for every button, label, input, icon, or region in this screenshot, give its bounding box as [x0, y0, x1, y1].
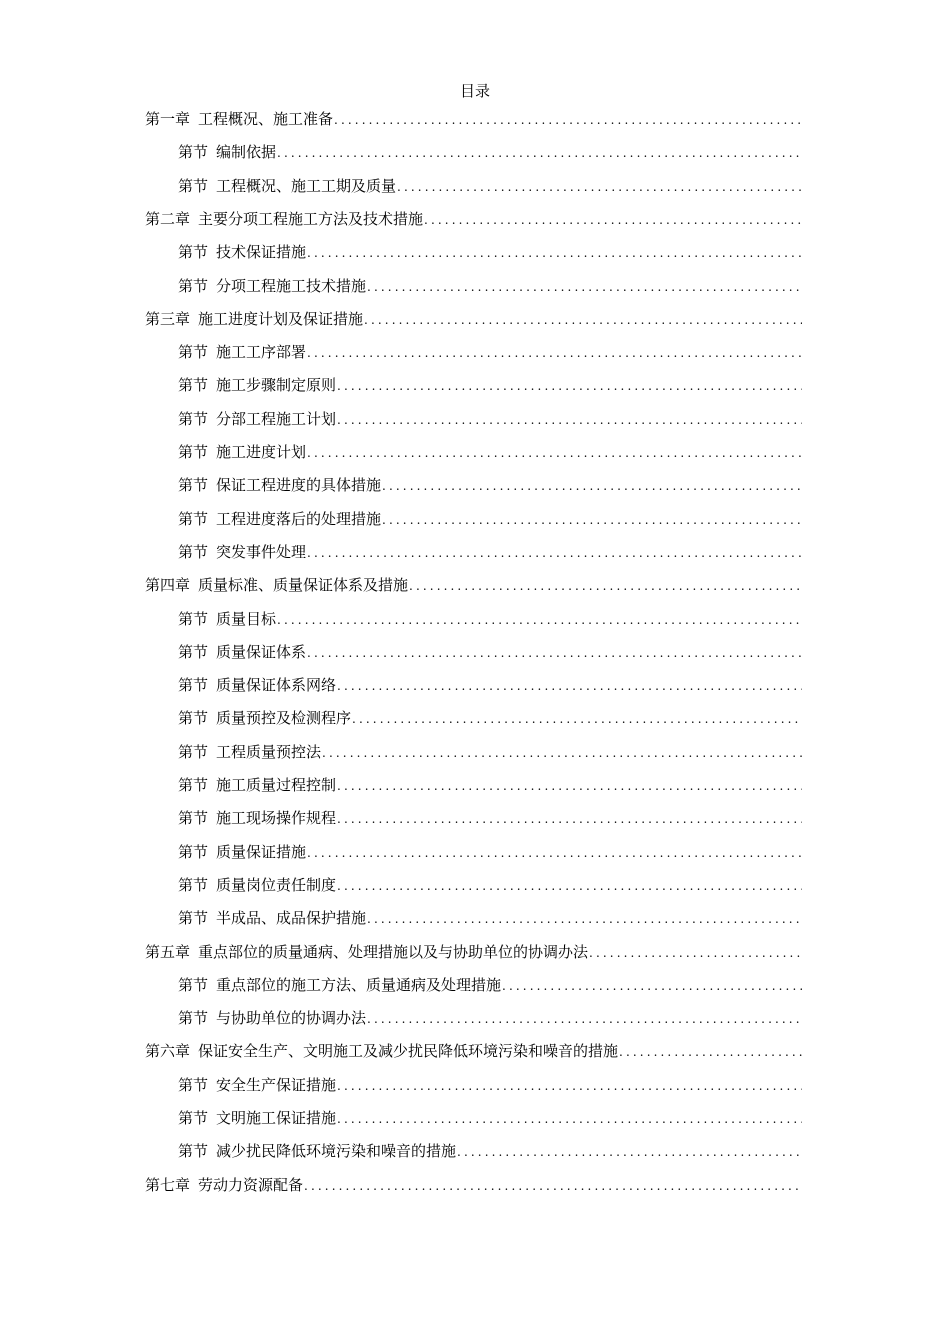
toc-entry-prefix: 第节	[178, 776, 209, 794]
toc-section-entry[interactable]	[178, 471, 802, 495]
toc-section-entry[interactable]	[178, 704, 802, 728]
toc-entry-label	[178, 642, 307, 662]
toc-entry-prefix: 第节	[178, 176, 209, 195]
toc-section-entry[interactable]	[178, 671, 802, 695]
toc-dot-leader	[307, 644, 802, 662]
toc-entry-prefix: 第四章	[145, 576, 191, 595]
toc-entry-label	[178, 442, 307, 462]
toc-entry-text: 与协助单位的协调办法	[216, 1009, 367, 1028]
toc-entry-prefix: 第节	[178, 476, 209, 495]
toc-entry-label	[178, 242, 307, 262]
toc-entry-prefix: 第一章	[145, 110, 191, 128]
toc-section-entry[interactable]	[178, 371, 802, 395]
toc-entry-label	[145, 1175, 304, 1195]
toc-dot-leader	[457, 1143, 802, 1161]
toc-section-entry[interactable]	[178, 871, 802, 895]
toc-section-entry[interactable]	[178, 238, 802, 262]
toc-entry-prefix: 第节	[178, 1009, 209, 1028]
toc-dot-leader	[337, 377, 802, 395]
toc-entry-text: 质量保证体系网络	[216, 676, 337, 695]
toc-entry-prefix: 第节	[178, 875, 209, 894]
toc-dot-leader	[307, 844, 802, 862]
toc-entry-text: 施工质量过程控制	[216, 776, 337, 794]
toc-entry-text: 分项工程施工技术措施	[216, 276, 367, 295]
toc-entry-prefix: 第节	[178, 1109, 209, 1127]
toc-entry-prefix: 第节	[178, 443, 209, 461]
toc-dot-leader	[337, 1077, 802, 1095]
toc-section-entry[interactable]	[178, 1104, 802, 1128]
toc-dot-leader	[334, 111, 802, 129]
toc-entry-label	[178, 1008, 367, 1028]
toc-dot-leader	[619, 1043, 802, 1061]
toc-entry-label	[178, 276, 367, 296]
toc-entry-label	[178, 1108, 337, 1128]
toc-section-entry[interactable]	[178, 338, 802, 362]
toc-entry-label	[145, 1041, 619, 1061]
toc-dot-leader	[367, 910, 802, 928]
toc-entry-text: 质量预控及检测程序	[216, 709, 352, 728]
toc-dot-leader	[337, 411, 802, 429]
toc-entry-label	[178, 775, 337, 795]
toc-dot-leader	[322, 744, 802, 762]
toc-entry-label	[145, 575, 409, 595]
toc-entry-label	[178, 842, 307, 862]
toc-entry-label	[145, 209, 424, 229]
toc-dot-leader	[502, 977, 802, 995]
toc-entry-label	[178, 975, 502, 995]
toc-section-entry[interactable]	[178, 605, 802, 629]
toc-entry-text: 工程进度落后的处理措施	[216, 509, 382, 528]
toc-entry-text: 分部工程施工计划	[216, 409, 337, 428]
toc-entry-label	[145, 109, 334, 129]
toc-entry-label	[178, 708, 352, 728]
toc-entry-label	[178, 509, 382, 529]
toc-dot-leader	[307, 444, 802, 462]
toc-entry-prefix: 第节	[178, 975, 209, 994]
toc-dot-leader	[277, 611, 802, 629]
toc-chapter-entry[interactable]	[145, 105, 802, 129]
toc-entry-text: 突发事件处理	[216, 542, 307, 561]
toc-entry-text: 施工进度计划	[216, 443, 307, 461]
toc-entry-prefix: 第节	[178, 842, 209, 861]
toc-entry-text: 保证工程进度的具体措施	[216, 476, 382, 495]
toc-entry-text: 保证安全生产、文明施工及减少扰民降低环境污染和噪音的措施	[198, 1042, 619, 1061]
toc-entry-label	[178, 375, 337, 395]
toc-section-entry[interactable]	[178, 638, 802, 662]
toc-section-entry[interactable]	[178, 971, 802, 995]
toc-entry-text: 质量目标	[216, 609, 277, 628]
toc-entry-label	[178, 908, 367, 928]
toc-entry-text: 编制依据	[216, 143, 277, 162]
toc-section-entry[interactable]	[178, 838, 802, 862]
toc-entry-prefix: 第节	[178, 1075, 209, 1094]
toc-entry-text: 减少扰民降低环境污染和噪音的措施	[216, 1142, 457, 1161]
toc-entry-prefix: 第二章	[145, 209, 191, 228]
toc-dot-leader	[382, 477, 802, 495]
toc-section-entry[interactable]	[178, 738, 802, 762]
toc-entry-label	[178, 609, 277, 629]
toc-entry-text: 安全生产保证措施	[216, 1075, 337, 1094]
toc-dot-leader	[337, 810, 802, 828]
toc-dot-leader	[337, 677, 802, 695]
toc-entry-prefix: 第节	[178, 343, 209, 362]
toc-dot-leader	[277, 144, 802, 162]
toc-entry-prefix: 第节	[178, 809, 209, 828]
toc-entry-label	[178, 342, 307, 362]
toc-dot-leader	[424, 211, 802, 229]
toc-dot-leader	[337, 777, 802, 795]
toc-dot-leader	[307, 344, 802, 362]
toc-chapter-entry[interactable]	[145, 571, 802, 595]
toc-section-entry[interactable]	[178, 138, 802, 162]
toc-entry-prefix: 第节	[178, 909, 209, 928]
toc-entry-label	[178, 1141, 457, 1161]
toc-entry-text: 施工步骤制定原则	[216, 376, 337, 395]
toc-dot-leader	[409, 577, 802, 595]
toc-entry-text: 重点部位的施工方法、质量通病及处理措施	[216, 975, 502, 994]
toc-entry-prefix: 第节	[178, 143, 209, 162]
toc-entry-prefix: 第节	[178, 609, 209, 628]
toc-section-entry[interactable]	[178, 1071, 802, 1095]
toc-chapter-entry[interactable]	[145, 938, 802, 962]
toc-entry-prefix: 第六章	[145, 1042, 191, 1061]
toc-section-entry[interactable]	[178, 904, 802, 928]
toc-entry-text: 工程概况、施工准备	[198, 110, 334, 128]
toc-section-entry[interactable]	[178, 804, 802, 828]
toc-chapter-entry[interactable]	[145, 1171, 802, 1195]
toc-entry-label	[178, 176, 397, 196]
toc-entry-prefix: 第五章	[145, 942, 191, 961]
toc-entry-prefix: 第节	[178, 709, 209, 728]
toc-entry-text: 施工现场操作规程	[216, 809, 337, 828]
toc-entry-text: 工程质量预控法	[216, 742, 322, 761]
toc-entry-text: 施工进度计划及保证措施	[198, 309, 364, 328]
toc-entry-text: 工程概况、施工工期及质量	[216, 176, 397, 195]
toc-entry-prefix: 第节	[178, 676, 209, 695]
toc-entry-label	[178, 808, 337, 828]
toc-section-entry[interactable]	[178, 771, 802, 795]
toc-entry-text: 质量保证措施	[216, 842, 307, 861]
toc-entry-prefix: 第节	[178, 1142, 209, 1161]
toc-dot-leader	[397, 178, 802, 196]
toc-chapter-entry[interactable]	[145, 1037, 802, 1061]
toc-section-entry[interactable]	[178, 538, 802, 562]
toc-section-entry[interactable]	[178, 405, 802, 429]
toc-entry-prefix: 第节	[178, 642, 209, 661]
toc-entry-text: 劳动力资源配备	[198, 1175, 304, 1194]
toc-entry-text: 质量标准、质量保证体系及措施	[198, 576, 409, 595]
toc-dot-leader	[307, 244, 802, 262]
toc-entry-label	[145, 942, 589, 962]
toc-entry-text: 半成品、成品保护措施	[216, 909, 367, 928]
toc-dot-leader	[364, 311, 802, 329]
toc-entry-prefix: 第节	[178, 243, 209, 262]
toc-chapter-entry[interactable]	[145, 205, 802, 229]
toc-entry-label	[178, 409, 337, 429]
toc-entry-prefix: 第节	[178, 409, 209, 428]
toc-section-entry[interactable]	[178, 172, 802, 196]
toc-entry-text: 质量岗位责任制度	[216, 875, 337, 894]
toc-dot-leader	[352, 710, 802, 728]
toc-entry-text: 主要分项工程施工方法及技术措施	[198, 209, 424, 228]
toc-section-entry[interactable]	[178, 505, 802, 529]
toc-section-entry[interactable]	[178, 438, 802, 462]
toc-dot-leader	[307, 544, 802, 562]
toc-title: 目录	[459, 82, 490, 100]
toc-entry-label	[178, 142, 277, 162]
toc-entry-label	[178, 675, 337, 695]
toc-entry-label	[178, 742, 322, 762]
toc-dot-leader	[304, 1177, 802, 1195]
toc-entry-prefix: 第节	[178, 542, 209, 561]
toc-chapter-entry[interactable]	[145, 305, 802, 329]
toc-entry-prefix: 第节	[178, 376, 209, 395]
toc-entry-prefix: 第节	[178, 276, 209, 295]
toc-entry-label	[145, 309, 364, 329]
toc-entry-label	[178, 1075, 337, 1095]
toc-dot-leader	[589, 944, 802, 962]
toc-dot-leader	[367, 278, 802, 296]
toc-dot-leader	[337, 1110, 802, 1128]
toc-entry-label	[178, 475, 382, 495]
toc-section-entry[interactable]	[178, 1004, 802, 1028]
toc-entry-text: 文明施工保证措施	[216, 1109, 337, 1127]
toc-section-entry[interactable]	[178, 272, 802, 296]
toc-entry-prefix: 第节	[178, 509, 209, 528]
toc-dot-leader	[382, 511, 802, 529]
toc-dot-leader	[367, 1010, 802, 1028]
toc-entry-label	[178, 542, 307, 562]
toc-entry-text: 重点部位的质量通病、处理措施以及与协助单位的协调办法	[198, 942, 589, 961]
toc-entry-text: 技术保证措施	[216, 243, 307, 262]
toc-entry-prefix: 第三章	[145, 309, 191, 328]
toc-entry-text: 施工工序部署	[216, 343, 307, 362]
toc-entry-label	[178, 875, 337, 895]
toc-entry-prefix: 第节	[178, 742, 209, 761]
toc-entry-text: 质量保证体系	[216, 642, 307, 661]
toc-entry-prefix: 第七章	[145, 1175, 191, 1194]
toc-dot-leader	[337, 877, 802, 895]
toc-section-entry[interactable]	[178, 1137, 802, 1161]
